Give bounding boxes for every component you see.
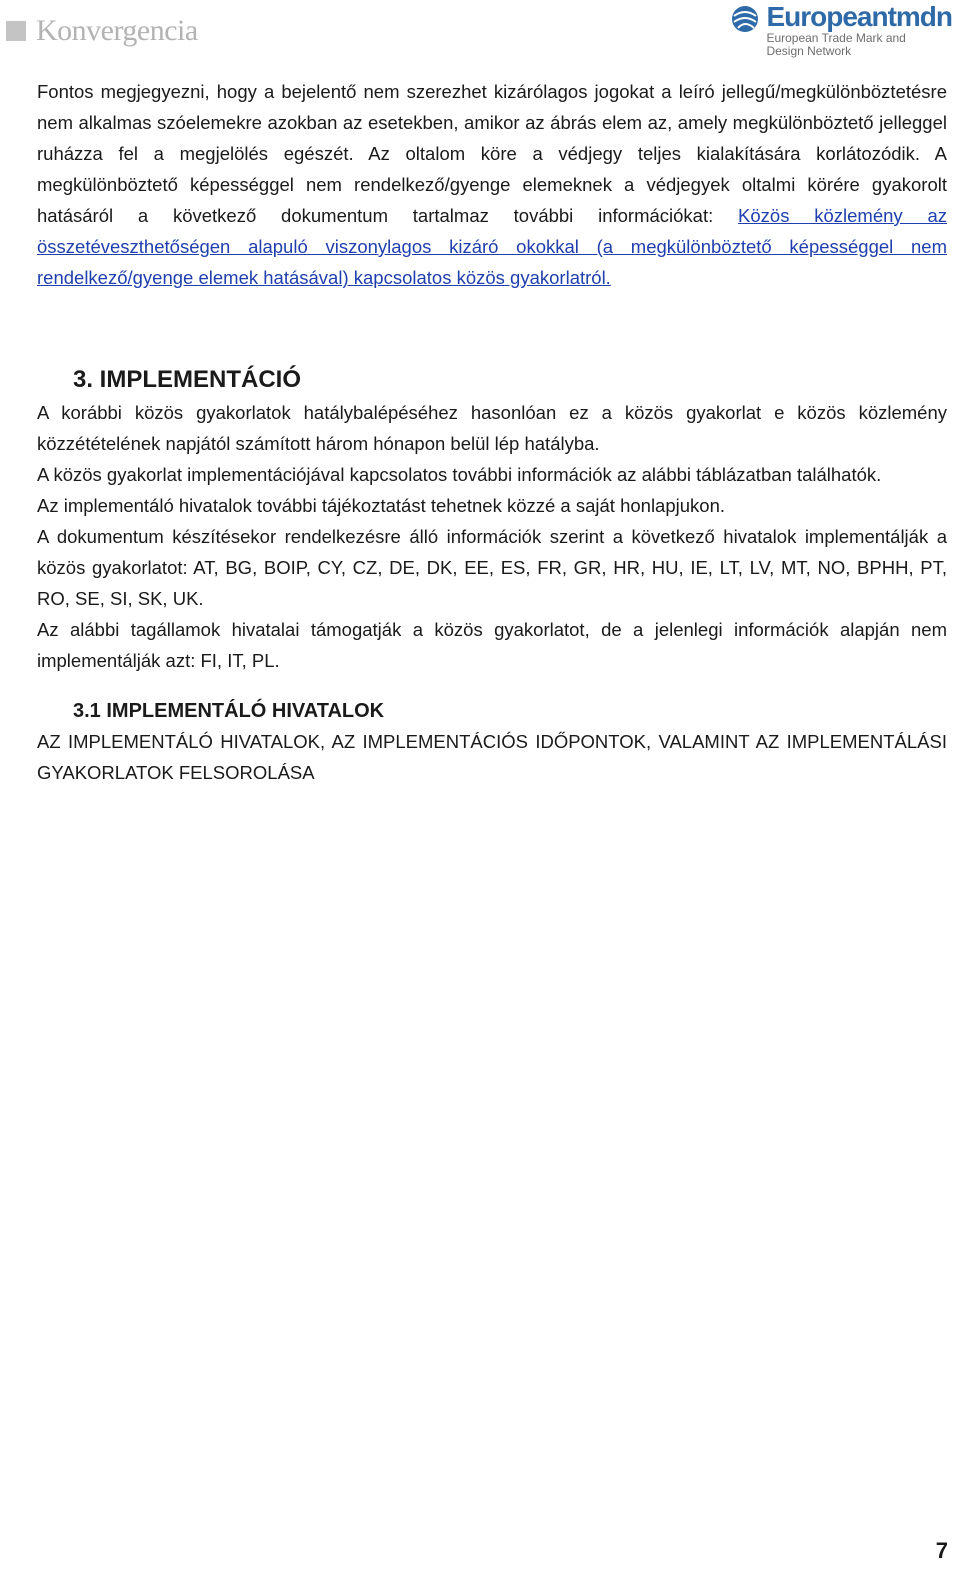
- section-3-paragraph-2: A közös gyakorlat implementációjával kapcsolatos további információk az alábbi táblázatban találhatók.: [37, 464, 882, 485]
- european-tmdn-logo: [730, 2, 952, 58]
- section-3-paragraph-4: A dokumentum készítésekor rendelkezésre álló információk szerint a következő hivatalok implementálják a közös gyakorlatot: AT, BG, BOIP, CY, CZ, DE, DK, EE, ES, FR, GR, HR, HU, IE, LT, LV, MT, NO, BPHH, PT, RO, SE, SI, SK, UK.: [37, 526, 947, 609]
- european-tmdn-subtitle-line1: European Trade Mark and: [766, 31, 906, 45]
- section-3-paragraph-1: A korábbi közös gyakorlatok hatálybalépéséhez hasonlóan ez a közös gyakorlat e közös közlemény közzétételének napjától számított három hónapon belül lép hatályba.: [37, 402, 947, 454]
- european-tmdn-subtitle-line2: Design Network: [766, 44, 852, 58]
- intro-paragraph: [37, 76, 947, 293]
- globe-icon: [730, 4, 760, 34]
- section-3-paragraph-3: Az implementáló hivatalok további tájékoztatást tehetnek közzé a saját honlapjukon.: [37, 495, 725, 516]
- page-header: [0, 0, 960, 62]
- section-3-heading: 3. IMPLEMENTÁCIÓ: [73, 366, 302, 393]
- european-tmdn-name: Europeantmdn: [766, 1, 952, 32]
- section-3-1-caption: AZ IMPLEMENTÁLÓ HIVATALOK, AZ IMPLEMENTÁCIÓS IDŐPONTOK, VALAMINT AZ IMPLEMENTÁLÁSI GYAKORLATOK FELSOROLÁSA: [37, 731, 947, 783]
- intro-text: Fontos megjegyezni, hogy a bejelentő nem szerezhet kizárólagos jogokat a leíró jellegű/megkülönböztetésre nem alkalmas szóelemekre azokban az esetekben, amikor az ábrás elem az, amely megkülönböztető jelleggel ruházza fel a megjelölés egészét. Az oltalom köre a védjegy teljes kialakítására korlátozódik. A megkülönböztető képességgel nem rendelkező/gyenge elemeknek a védjegyek oltalmi körére gyakorolt hatásáról a következő dokumentum tartalmaz további információkat:: [37, 81, 947, 226]
- page-number: 7: [935, 1538, 948, 1563]
- konvergencia-logo-text: Konvergencia: [36, 14, 198, 47]
- document-body: [37, 76, 947, 788]
- section-3-paragraph-5: Az alábbi tagállamok hivatalai támogatják a közös gyakorlatot, de a jelenlegi információk alapján nem implementálják azt: FI, IT, PL.: [37, 619, 947, 671]
- konvergencia-logo: [6, 14, 198, 48]
- logo-square-icon: [6, 21, 26, 41]
- section-3-1-heading: 3.1 IMPLEMENTÁLÓ HIVATALOK: [73, 700, 385, 722]
- joint-communication-link[interactable]: Közös közlemény az összetéveszthetőségen alapuló viszonylagos kizáró okokkal (a megkülönböztető képességgel nem rendelkező/gyenge elemek hatásával) kapcsolatos közös gyakorlatról.: [37, 205, 947, 288]
